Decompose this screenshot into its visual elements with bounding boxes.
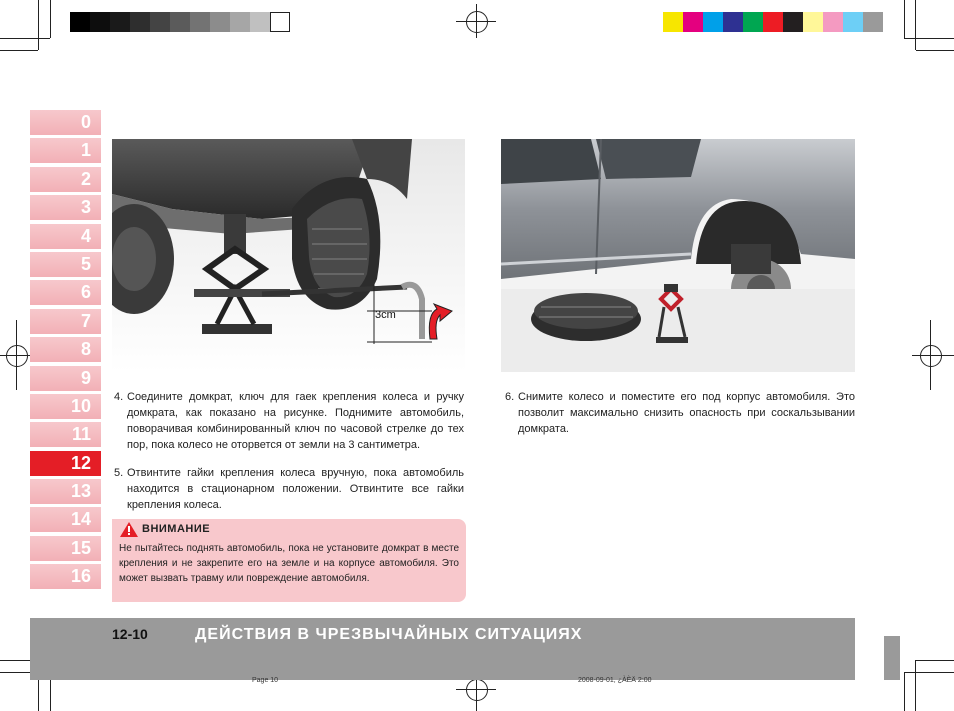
chapter-tab[interactable]: 14 xyxy=(30,507,101,532)
step-text: Соедините домкрат, ключ для гаек крепления колеса и ручку домкрата, как показано на рисунке. Поднимите автомобиль, поворачивая комбинированный ключ по часовой стрелке до тех пор, пока колесо не оторвется от земли на 3 сантиметра. xyxy=(127,391,464,451)
step-text: Отвинтите гайки крепления колеса вручную, пока автомобиль находится в стационарном положении. Отвинтите все гайки крепления колеса. xyxy=(127,467,464,511)
chapter-tab[interactable]: 16 xyxy=(30,564,101,589)
step-5 xyxy=(114,465,464,513)
edge-marker xyxy=(884,636,900,680)
warning-title: ВНИМАНИЕ xyxy=(142,523,211,535)
print-page: Page 10 xyxy=(252,677,279,684)
step-number: 4. xyxy=(114,391,124,403)
chapter-tab[interactable]: 8 xyxy=(30,337,101,362)
warning-text: Не пытайтесь поднять автомобиль, пока не установите домкрат в месте крепления и не закрепите его на земле и на корпусе автомобиля. Это может вызвать травму или повреждение автомобиля. xyxy=(119,543,459,584)
chapter-tab[interactable]: 1 xyxy=(30,138,101,163)
wheel-removed-photo xyxy=(501,139,855,372)
step-number: 6. xyxy=(505,391,515,403)
step-4 xyxy=(114,389,464,453)
page-number: 12-10 xyxy=(112,626,148,642)
step-number: 5. xyxy=(114,467,124,479)
step-6 xyxy=(505,389,855,437)
chapter-tab[interactable]: 11 xyxy=(30,422,101,447)
chapter-tab[interactable]: 4 xyxy=(30,224,101,249)
height-label: 3cm xyxy=(375,309,396,321)
warning-icon xyxy=(120,522,138,537)
chapter-tab[interactable]: 0 xyxy=(30,110,101,135)
chapter-tab[interactable]: 2 xyxy=(30,167,101,192)
grayscale-bar xyxy=(70,12,290,32)
section-title: ДЕЙСТВИЯ В ЧРЕЗВЫЧАЙНЫХ СИТУАЦИЯХ xyxy=(195,626,583,643)
chapter-tab[interactable]: 3 xyxy=(30,195,101,220)
warning-box xyxy=(112,519,466,602)
chapter-tab[interactable]: 13 xyxy=(30,479,101,504)
chapter-tab-active[interactable]: 12 xyxy=(30,451,101,476)
footer-bar xyxy=(30,618,855,680)
chapter-tab[interactable]: 6 xyxy=(30,280,101,305)
jack-photo xyxy=(112,139,465,372)
process-color-bar xyxy=(663,12,883,32)
chapter-tab[interactable]: 15 xyxy=(30,536,101,561)
chapter-tab[interactable]: 5 xyxy=(30,252,101,277)
chapter-tab[interactable]: 10 xyxy=(30,394,101,419)
chapter-tabs xyxy=(30,110,101,593)
chapter-tab[interactable]: 7 xyxy=(30,309,101,334)
print-date: 2008-09-01, ¿ÀÈÄ 2:00 xyxy=(578,677,652,684)
step-text: Снимите колесо и поместите его под корпус автомобиля. Это позволит максимально снизить опасность при соскальзывании домкрата. xyxy=(518,391,855,435)
chapter-tab[interactable]: 9 xyxy=(30,366,101,391)
